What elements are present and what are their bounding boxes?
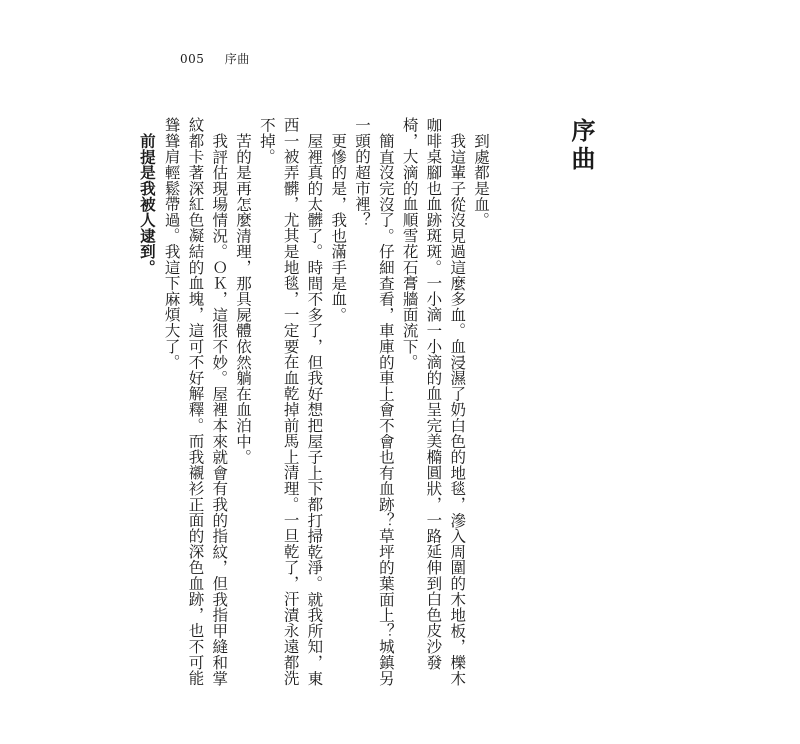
paragraph: 苦的是再怎麼清理，那具屍體依然躺在血泊中。 bbox=[234, 132, 253, 465]
running-head-section: 序曲 bbox=[224, 52, 250, 66]
closing-paragraph: 前提是我被人逮到。 bbox=[137, 132, 157, 275]
body-text bbox=[135, 117, 492, 687]
paragraph: 屋裡真的太髒了。時間不多了，但我好想把屋子上下都打掃乾淨。就我所知，東西一被弄髒，尤其是地毯，一定要在血乾掉前馬上清理。一旦乾了，汗漬永遠都洗不掉。 bbox=[257, 117, 324, 686]
paragraph: 簡直沒完沒了。仔細查看，車庫的車上會不會也有血跡？草坪的葉面上？城鎮另一頭的超市裡？ bbox=[353, 117, 395, 686]
page-number: 005 bbox=[180, 52, 205, 66]
paragraph: 我評估現場情況。ＯＫ，這很不妙。屋裡本來就會有我的指紋，但我指甲縫和掌紋都卡著深紅色凝結的血塊，這可不好解釋。而我襯衫正面的深色血跡，也不可能聳聳肩輕鬆帶過。我這下麻煩大了。 bbox=[162, 117, 229, 686]
paragraph: 到處都是血。 bbox=[472, 132, 490, 228]
paragraph: 我這輩子從沒見過這麼多血。血浸濕了奶白色的地毯，滲入周圍的木地板，櫟木咖啡桌腳也血跡斑斑。一小滴一小滴的血呈完美橢圓狀，一路延伸到白色皮沙發椅，大滴的血順雪花石膏牆面流下。 bbox=[400, 117, 467, 686]
chapter-title: 序曲 bbox=[567, 118, 596, 174]
paragraph: 更慘的是，我也滿手是血。 bbox=[329, 132, 348, 323]
running-head bbox=[180, 50, 250, 67]
